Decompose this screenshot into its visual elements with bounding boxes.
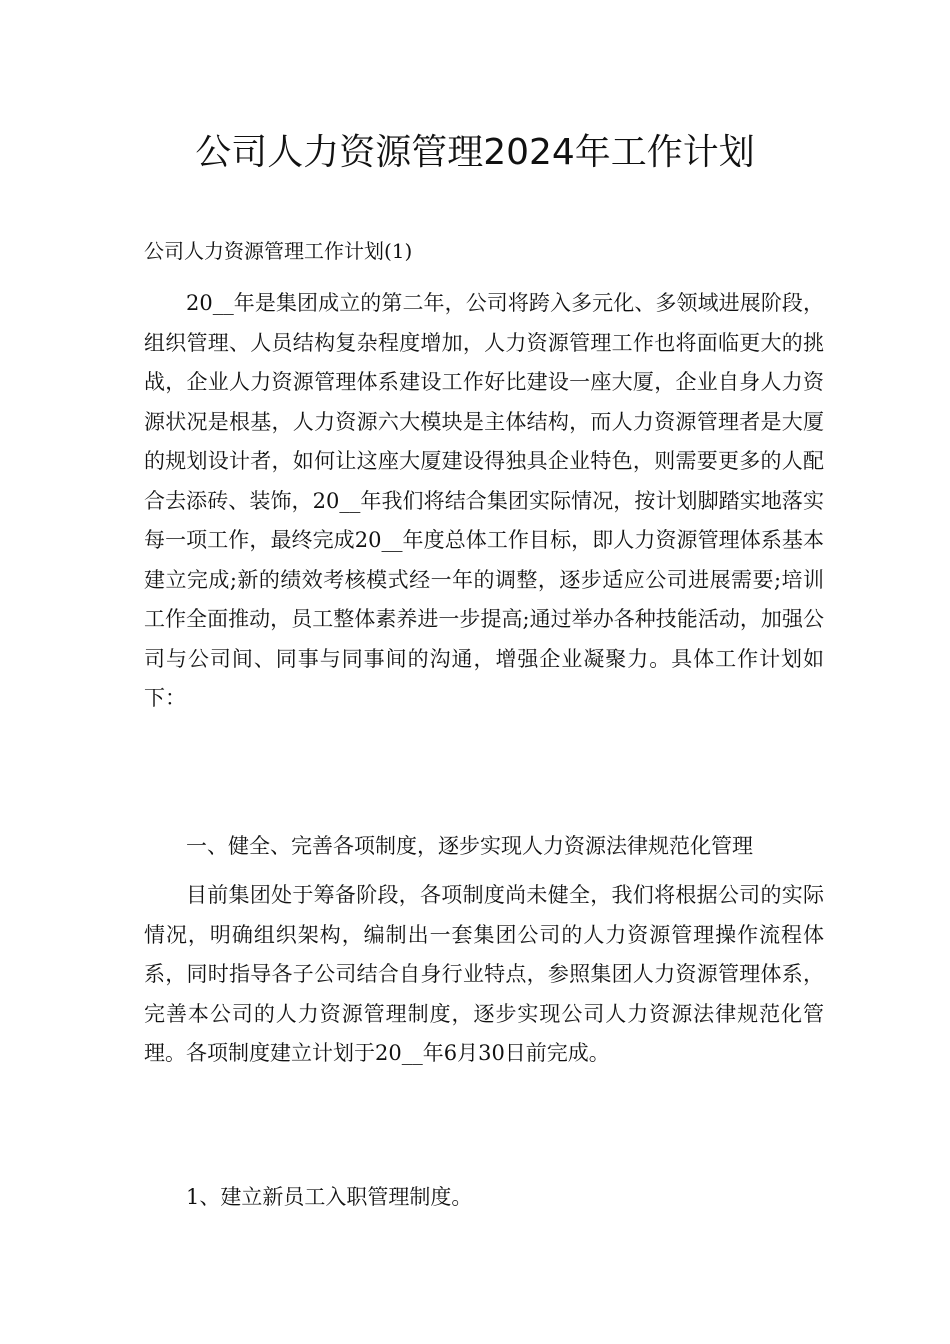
document-subtitle: 公司人力资源管理工作计划(1) xyxy=(144,239,413,263)
intro-paragraph: 20__年是集团成立的第二年，公司将跨入多元化、多领域进展阶段，组织管理、人员结构复杂程度增加，人力资源管理工作也将面临更大的挑战，企业人力资源管理体系建设工作好比建设一座大厦，企业自身人力资源状况是根基，人力资源六大模块是主体结构，而人力资源管理者是大厦的规划设计者，如何让这座大厦建设得独具企业特色，则需要更多的人配合去添砖、装饰，20__年我们将结合集团实际情况，按计划脚踏实地落实每一项工作，最终完成20__年度总体工作目标，即人力资源管理体系基本建立完成;新的绩效考核模式经一年的调整，逐步适应公司进展需要;培训工作全面推动，员工整体素养进一步提高;通过举办各种技能活动，加强公司与公司间、同事与同事间的沟通，增强企业凝聚力。具体工作计划如下： xyxy=(144,291,824,710)
intro-section xyxy=(144,284,824,719)
list-block xyxy=(144,1178,824,1218)
section-body xyxy=(144,876,824,1074)
section-paragraph: 目前集团处于筹备阶段，各项制度尚未健全，我们将根据公司的实际情况，明确组织架构，编制出一套集团公司的人力资源管理操作流程体系，同时指导各子公司结合自身行业特点，参照集团人力资源管理体系，完善本公司的人力资源管理制度，逐步实现公司人力资源法律规范化管理。各项制度建立计划于20__年6月30日前完成。 xyxy=(144,883,824,1065)
section-heading-block xyxy=(144,827,824,867)
section-heading: 一、健全、完善各项制度，逐步实现人力资源法律规范化管理 xyxy=(186,834,753,858)
document-title: 公司人力资源管理2024年工作计划 xyxy=(195,132,755,173)
list-item: 1、建立新员工入职管理制度。 xyxy=(186,1185,473,1209)
